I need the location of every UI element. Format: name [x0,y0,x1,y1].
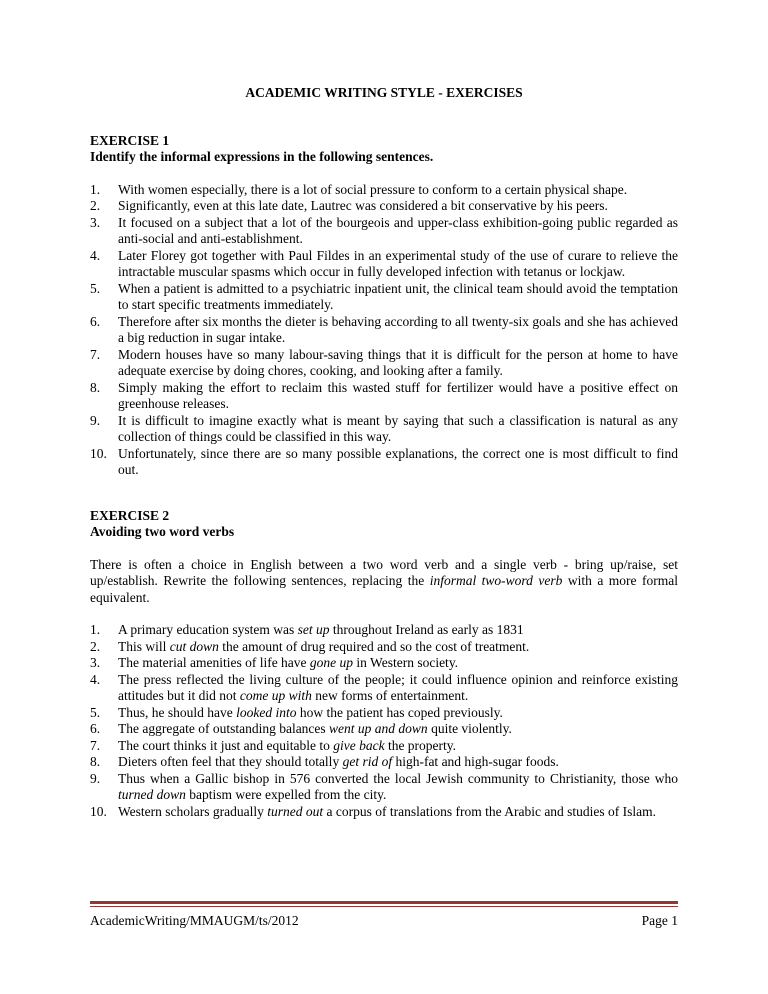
list-item [90,314,678,347]
item-text: Dieters often feel that they should totally get rid of high-fat and high-sugar foods. [118,754,559,769]
item-number: 1. [90,181,101,197]
item-text: The aggregate of outstanding balances went up and down quite violently. [118,721,512,736]
footer-document-id: AcademicWriting/MMAUGM/ts/2012 [90,913,299,928]
exercise-2-intro: There is often a choice in English between a two word verb and a single verb - bring up/raise, set up/establish. Rewrite the following sentences, replacing the informal two-word verb with a more formal equivalent. [90,556,678,605]
italic-phrase: set up [297,622,330,637]
item-number: 3. [90,214,101,230]
page-footer [90,901,678,930]
list-item [90,281,678,314]
item-number: 3. [90,655,101,670]
exercise-1-heading: EXERCISE 1 [90,132,170,148]
italic-phrase: come up with [239,688,312,703]
item-text: Western scholars gradually turned out a corpus of translations from the Arabic and studies of Islam. [118,803,657,819]
list-item [90,705,678,722]
italic-phrase: looked into [236,704,297,720]
list-item [90,622,678,639]
item-text: The material amenities of life have gone up in Western society. [118,655,459,670]
item-text: Later Florey got together with Paul Fildes in an experimental study of the use of curare to relieve the intractable muscular spasms which occur in fully developed infection with tetanus or lockjaw. [118,247,678,279]
item-text: When a patient is admitted to a psychiatric inpatient unit, the clinical team should avoid the temptation to start specific treatments immediately. [118,280,678,312]
list-item [90,182,678,199]
item-text: It focused on a subject that a lot of the bourgeois and upper-class exhibition-going public regarded as anti-social and anti-establishment. [118,214,678,246]
item-text: Therefore after six months the dieter is behaving according to all twenty-six goals and she has achieved a big reduction in sugar intake. [118,313,678,345]
item-number: 2. [90,638,101,654]
exercise-2-list [90,622,678,820]
italic-phrase: turned out [267,803,324,819]
list-item [90,721,678,738]
italic-phrase: informal two-word verb [429,573,563,588]
item-text: Simply making the effort to reclaim this wasted stuff for fertilizer would have a positive effect on greenhouse releases. [118,379,678,411]
item-number: 9. [90,412,101,428]
exercise-2-subheading: Avoiding two word verbs [90,524,235,539]
list-item [90,754,678,771]
list-item [90,347,678,380]
exercise-2-section [90,508,678,821]
item-text: The press reflected the living culture of the people; it could influence opinion and reinforce existing attitudes but it did not come up with new forms of entertainment. [118,671,678,703]
item-number: 10. [90,803,107,819]
item-number: 4. [90,671,101,687]
exercise-1-list [90,182,678,479]
item-number: 10. [90,445,107,461]
italic-phrase: get rid of [342,754,393,769]
footer-text-row [90,913,678,930]
item-number: 2. [90,198,101,213]
list-item [90,446,678,479]
exercise-1-section [90,133,678,479]
item-text: Significantly, even at this late date, Lautrec was considered a bit conservative by his peers. [118,198,608,213]
item-number: 5. [90,280,101,296]
italic-phrase: went up and down [329,721,428,736]
item-number: 5. [90,704,101,720]
list-item [90,804,678,821]
item-text: Modern houses have so many labour-saving things that it is difficult for the person at home to have adequate exercise by doing chores, cooking, and looking after a family. [118,346,678,378]
list-item [90,248,678,281]
item-text: It is difficult to imagine exactly what is meant by saying that such a classification is natural as any collection of things could be classified in this way. [118,412,678,444]
item-number: 7. [90,737,101,753]
list-item [90,672,678,705]
item-number: 6. [90,313,101,329]
exercise-1-subheading: Identify the informal expressions in the following sentences. [90,149,434,164]
italic-phrase: gone up [309,655,354,670]
italic-phrase: cut down [169,638,219,654]
list-item [90,655,678,672]
italic-phrase: give back [333,737,385,753]
item-number: 9. [90,770,101,786]
list-item [90,771,678,804]
item-number: 8. [90,379,101,395]
item-number: 8. [90,754,101,769]
item-number: 7. [90,346,101,362]
item-number: 6. [90,721,101,736]
item-text: A primary education system was set up throughout Ireland as early as 1831 [118,622,524,637]
italic-phrase: turned down [118,787,186,802]
footer-rule [90,901,678,907]
item-text: Unfortunately, since there are so many possible explanations, the correct one is most difficult to find out. [118,445,678,477]
list-item [90,215,678,248]
page-title: ACADEMIC WRITING STYLE - EXERCISES [245,85,523,100]
item-text: The court thinks it just and equitable to give back the property. [118,737,457,753]
item-number: 1. [90,622,101,637]
item-text: Thus, he should have looked into how the patient has coped previously. [118,704,503,720]
item-text: Thus when a Gallic bishop in 576 converted the local Jewish community to Christianity, those who turned down baptism were expelled from the city. [118,770,678,802]
list-item [90,413,678,446]
footer-page-number: Page 1 [641,913,678,928]
exercise-2-heading: EXERCISE 2 [90,507,170,523]
list-item [90,738,678,755]
list-item [90,198,678,215]
item-text: With women especially, there is a lot of social pressure to conform to a certain physical shape. [118,181,628,197]
item-number: 4. [90,247,101,263]
list-item [90,639,678,656]
list-item [90,380,678,413]
item-text: This will cut down the amount of drug required and so the cost of treatment. [118,638,530,654]
